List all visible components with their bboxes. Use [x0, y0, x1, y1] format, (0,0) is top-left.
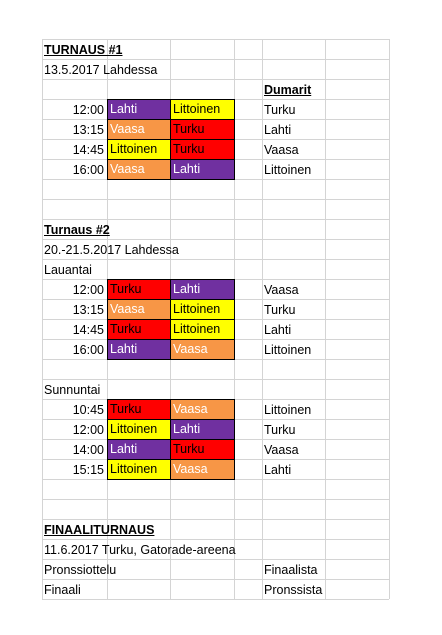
cell-label: 11.6.2017 Turku, Gatorade-areena	[44, 543, 236, 557]
team-home: Turku	[107, 399, 171, 420]
referee-team: Turku	[264, 103, 296, 117]
cell-label: Sunnuntai	[44, 383, 101, 397]
match-time: 16:00	[72, 343, 104, 357]
team-away: Lahti	[170, 419, 235, 440]
referee-team: Littoinen	[264, 403, 312, 417]
referee-team: Lahti	[264, 123, 292, 137]
team-home: Littoinen	[107, 419, 171, 440]
match-time: 16:00	[72, 163, 104, 177]
team-home: Littoinen	[107, 459, 171, 480]
match-time: 10:45	[72, 403, 104, 417]
team-away: Turku	[170, 139, 235, 160]
cell-label: Turnaus #2	[44, 223, 110, 237]
team-home: Lahti	[107, 339, 171, 360]
cell-label: 13.5.2017 Lahdessa	[44, 63, 158, 77]
referee-team: Finaalista	[264, 563, 318, 577]
team-away: Turku	[170, 119, 235, 140]
grid-line-horizontal	[42, 199, 389, 200]
cell-label: 20.-21.5.2017 Lahdessa	[44, 243, 179, 257]
team-home: Turku	[107, 279, 171, 300]
referee-team: Turku	[264, 423, 296, 437]
match-time: 13:15	[72, 123, 104, 137]
team-away: Littoinen	[170, 299, 235, 320]
referee-team: Vaasa	[264, 443, 299, 457]
referee-team: Vaasa	[264, 283, 299, 297]
referee-team: Dumarit	[264, 83, 312, 97]
match-time: 12:00	[72, 283, 104, 297]
referee-team: Lahti	[264, 323, 292, 337]
team-away: Littoinen	[170, 99, 235, 120]
cell-label: Pronssiottelu	[44, 563, 117, 577]
grid-line-horizontal	[42, 499, 389, 500]
match-time: 15:15	[72, 463, 104, 477]
match-time: 12:00	[72, 103, 104, 117]
referee-team: Lahti	[264, 463, 292, 477]
referee-team: Littoinen	[264, 343, 312, 357]
match-time: 12:00	[72, 423, 104, 437]
team-away: Vaasa	[170, 399, 235, 420]
team-away: Vaasa	[170, 339, 235, 360]
team-away: Vaasa	[170, 459, 235, 480]
grid-line-vertical	[389, 39, 390, 599]
team-home: Vaasa	[107, 299, 171, 320]
team-home: Lahti	[107, 439, 171, 460]
spreadsheet-grid	[42, 39, 389, 599]
team-home: Lahti	[107, 99, 171, 120]
team-home: Vaasa	[107, 119, 171, 140]
referee-team: Littoinen	[264, 163, 312, 177]
match-time: 13:15	[72, 303, 104, 317]
cell-label: TURNAUS #1	[44, 43, 123, 57]
referee-team: Pronssista	[264, 583, 323, 597]
referee-team: Vaasa	[264, 143, 299, 157]
cell-label: Lauantai	[44, 263, 92, 277]
team-away: Lahti	[170, 159, 235, 180]
match-time: 14:00	[72, 443, 104, 457]
team-home: Littoinen	[107, 139, 171, 160]
team-away: Turku	[170, 439, 235, 460]
match-time: 14:45	[72, 143, 104, 157]
team-home: Vaasa	[107, 159, 171, 180]
team-home: Turku	[107, 319, 171, 340]
team-away: Lahti	[170, 279, 235, 300]
team-away: Littoinen	[170, 319, 235, 340]
cell-label: Finaali	[44, 583, 81, 597]
match-time: 14:45	[72, 323, 104, 337]
referee-team: Turku	[264, 303, 296, 317]
cell-label: FINAALITURNAUS	[44, 523, 155, 537]
